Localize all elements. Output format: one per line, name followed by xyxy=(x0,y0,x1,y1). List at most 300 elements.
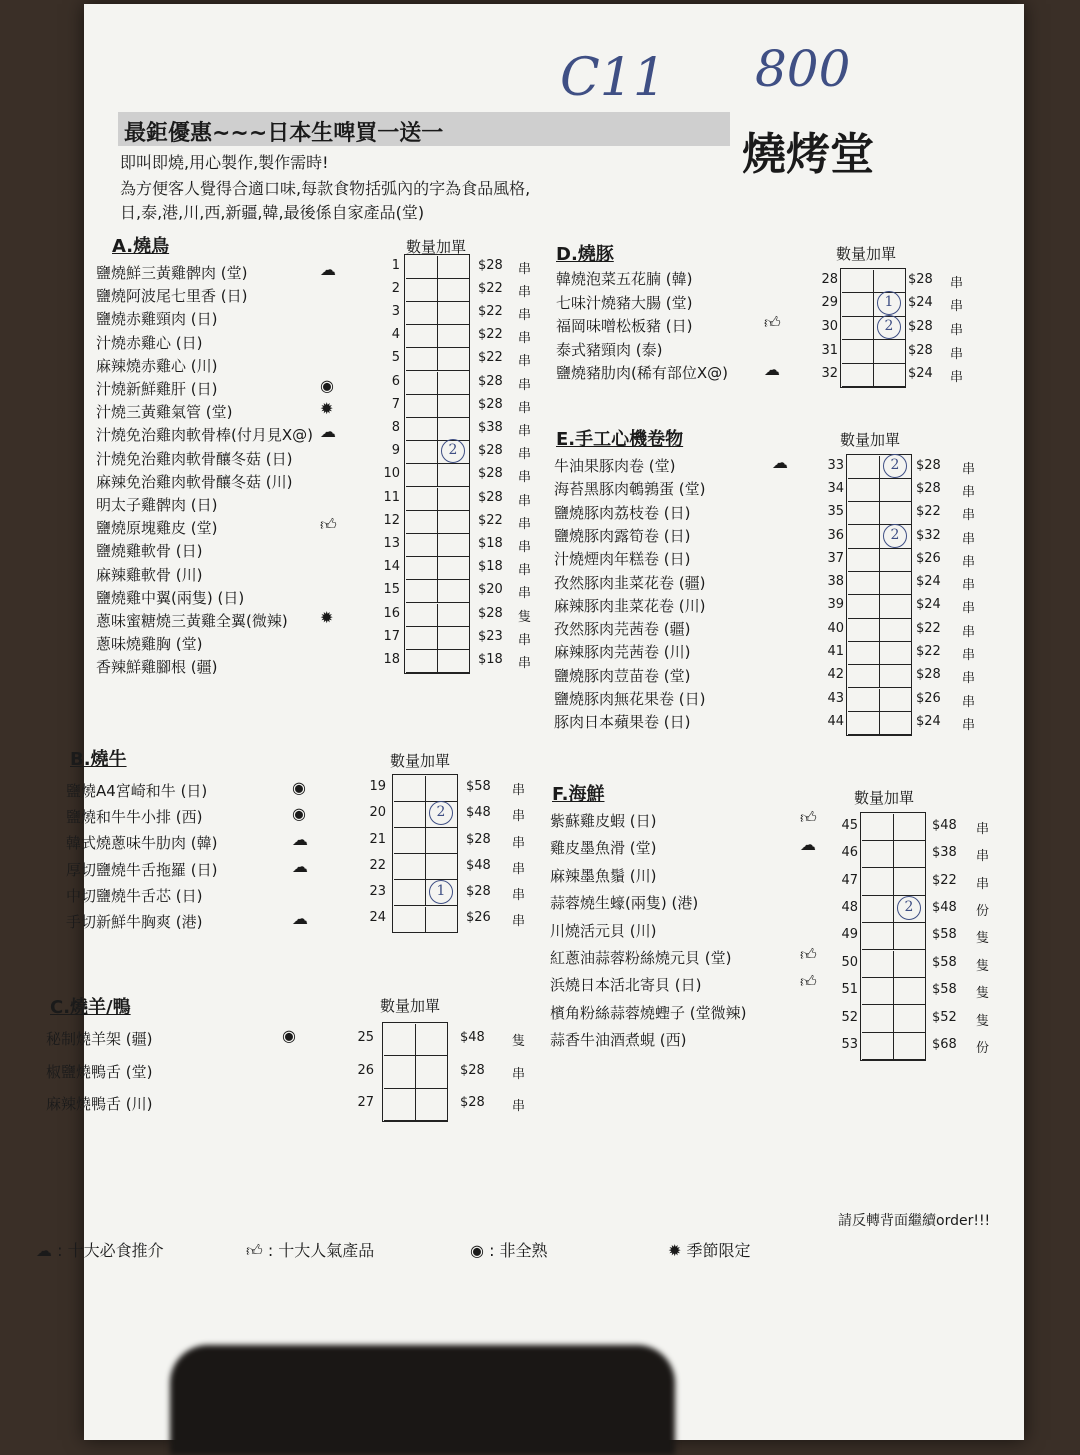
menu-item-name: 川燒活元貝 (川) xyxy=(550,921,657,940)
legend-chef-label: : 十大必食推介 xyxy=(57,1241,164,1260)
item-price: $18 xyxy=(478,652,503,667)
qty-cell[interactable] xyxy=(426,854,458,880)
menu-item-name: 浜燒日本活北寄貝 (日) xyxy=(550,976,702,995)
item-unit: 隻 xyxy=(512,1034,526,1050)
item-price: $24 xyxy=(916,574,941,590)
steak-icon: ◉ xyxy=(292,804,306,824)
qty-cell[interactable] xyxy=(842,340,874,364)
chef-hat-icon: ☁ xyxy=(292,830,308,850)
menu-item-name: 鹽燒原塊雞皮 (堂) xyxy=(96,519,218,538)
qty-mark: 1 xyxy=(429,880,453,904)
qty-cell[interactable] xyxy=(406,302,438,325)
qty-cell[interactable] xyxy=(406,557,438,580)
item-unit: 隻 xyxy=(976,958,990,974)
item-price: $58 xyxy=(932,982,957,998)
item-number: 36 xyxy=(827,527,844,543)
menu-item-name: 椒鹽燒鴨舌 (堂) xyxy=(46,1062,153,1081)
qty-header-F: 數量加單 xyxy=(854,789,915,807)
item-price: $23 xyxy=(478,628,503,644)
menu-item-name: 明太子雞髀肉 (日) xyxy=(96,496,218,514)
item-number: 17 xyxy=(383,628,400,644)
qty-cell[interactable] xyxy=(406,279,438,302)
item-unit: 隻 xyxy=(518,609,532,625)
qty-mark: 2 xyxy=(429,801,453,825)
qty-cell[interactable] xyxy=(880,479,912,502)
menu-item-name: 韓式燒蔥味牛肋肉 (韓) xyxy=(66,834,218,853)
item-price: $28 xyxy=(466,883,491,899)
item-number: 47 xyxy=(841,872,858,888)
qty-cell[interactable] xyxy=(406,604,438,627)
item-unit: 串 xyxy=(518,493,532,509)
item-price: $28 xyxy=(478,373,503,389)
thumbs-up-icon: 👍︎ xyxy=(246,1241,263,1260)
item-price: $28 xyxy=(916,457,941,473)
item-price: $48 xyxy=(932,899,957,915)
item-price: $18 xyxy=(478,559,503,575)
steak-icon: ◉ xyxy=(320,376,334,395)
thumbs-up-icon: 👍︎ xyxy=(800,972,817,992)
qty-cell[interactable] xyxy=(880,572,912,595)
item-price: $58 xyxy=(932,954,957,970)
qty-cell[interactable] xyxy=(894,978,926,1005)
item-unit: 串 xyxy=(976,821,990,837)
item-price: $28 xyxy=(908,342,933,358)
item-number: 6 xyxy=(391,373,400,389)
qty-cell[interactable] xyxy=(426,907,458,933)
qty-cell[interactable] xyxy=(862,868,894,895)
qty-header-E: 數量加單 xyxy=(840,431,901,449)
item-price: $22 xyxy=(478,304,503,319)
item-number: 45 xyxy=(841,817,858,833)
qty-cell[interactable] xyxy=(406,372,438,395)
legend-thumb-label: : 十大人氣產品 xyxy=(267,1241,375,1260)
chef-hat-icon: ☁ xyxy=(292,856,308,876)
qty-cell[interactable] xyxy=(848,665,880,688)
thumbs-up-icon: 👍︎ xyxy=(764,313,781,333)
item-number: 38 xyxy=(827,574,844,590)
qty-cell[interactable] xyxy=(848,572,880,595)
item-price: $52 xyxy=(932,1009,957,1025)
qty-cell[interactable] xyxy=(394,776,426,802)
item-unit: 串 xyxy=(518,540,532,555)
item-price: $18 xyxy=(478,536,503,551)
item-number: 39 xyxy=(827,597,844,613)
qty-cell[interactable] xyxy=(406,650,438,673)
qty-cell[interactable] xyxy=(438,580,470,603)
item-unit: 串 xyxy=(518,284,532,300)
item-number: 29 xyxy=(821,295,838,311)
menu-item-name: 厚切鹽燒牛舌拖羅 (日) xyxy=(66,860,218,879)
qty-cell[interactable] xyxy=(394,828,426,854)
qty-cell[interactable] xyxy=(438,372,470,395)
qty-cell[interactable] xyxy=(406,464,438,487)
qty-cell[interactable] xyxy=(438,256,470,279)
qty-cell[interactable] xyxy=(438,627,470,650)
qty-cell[interactable] xyxy=(438,534,470,557)
handwritten-total: 800 xyxy=(755,40,851,98)
item-number: 14 xyxy=(383,559,400,575)
qty-cell[interactable] xyxy=(438,604,470,627)
qty-cell[interactable] xyxy=(394,854,426,880)
qty-cell[interactable] xyxy=(848,549,880,572)
item-number: 40 xyxy=(827,620,844,636)
item-price: $28 xyxy=(478,489,503,505)
item-number: 8 xyxy=(391,420,400,435)
phone-shadow xyxy=(170,1345,675,1455)
item-unit: 串 xyxy=(962,648,976,664)
menu-item-name: 蒜香牛油酒煮蜆 (西) xyxy=(550,1031,687,1050)
qty-cell[interactable] xyxy=(416,1024,448,1057)
item-number: 43 xyxy=(827,690,844,706)
item-price: $28 xyxy=(466,831,491,847)
menu-item-name: 雞皮墨魚滑 (堂) xyxy=(550,839,657,858)
qty-cell[interactable] xyxy=(438,511,470,534)
item-number: 24 xyxy=(369,910,386,926)
tagline-2: 為方便客人覺得合適口味,每款食物括弧內的字為食品風格, xyxy=(120,179,531,198)
item-price: $28 xyxy=(478,257,503,273)
qty-cell[interactable] xyxy=(880,502,912,525)
qty-header-A: 數量加單 xyxy=(406,238,467,256)
qty-cell[interactable] xyxy=(862,923,894,950)
qty-cell[interactable] xyxy=(394,802,426,828)
item-price: $26 xyxy=(916,690,941,706)
item-number: 20 xyxy=(369,805,386,821)
item-unit: 串 xyxy=(518,563,532,579)
qty-cell[interactable] xyxy=(416,1056,448,1089)
qty-cell[interactable] xyxy=(406,488,438,511)
section-title-E: E.手工心機卷物 xyxy=(556,429,684,450)
qty-cell[interactable] xyxy=(880,642,912,665)
section-title-D: D.燒豚 xyxy=(556,244,614,265)
qty-cell[interactable] xyxy=(862,978,894,1005)
qty-cell[interactable] xyxy=(438,464,470,487)
qty-cell[interactable] xyxy=(394,907,426,933)
item-unit: 串 xyxy=(518,632,532,648)
menu-item-name: 中切鹽燒牛舌芯 (日) xyxy=(66,886,203,905)
qty-cell[interactable] xyxy=(848,619,880,642)
qty-cell[interactable] xyxy=(842,270,874,294)
qty-cell[interactable] xyxy=(874,364,906,388)
item-unit: 串 xyxy=(962,508,976,524)
item-price: $38 xyxy=(932,845,957,861)
menu-item-name: 鹽燒豬肋肉(稀有部位X@) xyxy=(556,364,728,383)
item-unit: 串 xyxy=(962,484,976,500)
item-unit: 串 xyxy=(962,554,976,570)
item-unit: 串 xyxy=(518,516,532,532)
item-unit: 串 xyxy=(962,601,976,617)
legend-thumb xyxy=(246,1238,374,1261)
seasonal-icon: ✹ xyxy=(320,399,334,419)
item-unit: 串 xyxy=(518,447,532,463)
item-price: $48 xyxy=(460,1030,485,1046)
qty-cell[interactable] xyxy=(416,1089,448,1122)
item-unit: 串 xyxy=(518,400,532,416)
qty-cell[interactable] xyxy=(438,348,470,371)
qty-cell[interactable] xyxy=(880,619,912,642)
qty-cell[interactable] xyxy=(880,665,912,688)
chef-hat-icon: ☁ xyxy=(800,835,816,855)
item-price: $32 xyxy=(916,527,941,543)
menu-item-name: 汁燒免治雞肉軟骨棒(付月見X@) xyxy=(96,426,313,445)
chef-hat-icon: ☁ xyxy=(292,909,308,928)
menu-item-name: 鹽燒阿波尾七里香 (日) xyxy=(96,287,248,306)
qty-mark: 2 xyxy=(897,896,921,920)
qty-cell[interactable] xyxy=(438,488,470,511)
menu-item-name: 福岡味噌松板豬 (日) xyxy=(556,317,693,336)
item-unit: 串 xyxy=(518,331,532,347)
item-price: $22 xyxy=(916,644,941,660)
qty-cell[interactable] xyxy=(894,951,926,978)
item-number: 3 xyxy=(391,304,400,319)
qty-cell[interactable] xyxy=(438,279,470,302)
qty-cell[interactable] xyxy=(384,1089,416,1122)
menu-item-name: 汁燒煙肉年糕卷 (日) xyxy=(554,550,691,569)
footer-note: 請反轉背面繼續order!!! xyxy=(838,1213,991,1229)
item-number: 51 xyxy=(841,982,858,998)
menu-item-name: 泰式豬頸肉 (泰) xyxy=(556,340,663,359)
qty-cell[interactable] xyxy=(426,828,458,854)
tagline-3: 日,泰,港,川,西,新疆,韓,最後係自家產品(堂) xyxy=(120,203,425,222)
menu-item-name: 麻辣免治雞肉軟骨釀冬菇 (川) xyxy=(96,472,293,491)
legend-seasonal xyxy=(668,1238,751,1261)
qty-cell[interactable] xyxy=(894,868,926,895)
qty-cell[interactable] xyxy=(438,325,470,348)
qty-header-C: 數量加單 xyxy=(380,997,441,1015)
item-unit: 串 xyxy=(512,1099,526,1115)
item-number: 16 xyxy=(383,605,400,621)
qty-cell[interactable] xyxy=(438,557,470,580)
item-price: $28 xyxy=(478,443,503,459)
qty-mark: 2 xyxy=(883,454,907,478)
qty-cell[interactable] xyxy=(426,776,458,802)
promo-text: 最鉅優惠~~~日本生啤買一送一 xyxy=(124,121,444,146)
qty-mark: 2 xyxy=(883,524,907,548)
item-price: $28 xyxy=(460,1062,485,1078)
qty-cell[interactable] xyxy=(438,395,470,418)
qty-cell[interactable] xyxy=(862,841,894,868)
qty-cell[interactable] xyxy=(842,364,874,388)
qty-cell[interactable] xyxy=(848,712,880,735)
qty-cell[interactable] xyxy=(438,302,470,325)
menu-item-name: 鹽燒雞中翼(兩隻) (日) xyxy=(96,588,245,607)
item-number: 52 xyxy=(841,1009,858,1025)
menu-item-name: 汁燒三黃雞氣管 (堂) xyxy=(96,403,233,422)
qty-cell[interactable] xyxy=(406,511,438,534)
item-unit: 串 xyxy=(962,694,976,710)
qty-cell[interactable] xyxy=(880,549,912,572)
item-price: $48 xyxy=(466,857,491,873)
menu-item-name: 孜然豚肉芫茜卷 (疆) xyxy=(554,620,691,639)
item-price: $22 xyxy=(478,512,503,528)
qty-cell[interactable] xyxy=(894,1033,926,1060)
item-unit: 串 xyxy=(976,849,990,865)
qty-cell[interactable] xyxy=(406,441,438,464)
menu-item-name: 麻辣雞軟骨 (川) xyxy=(96,565,203,584)
menu-item-name: 鹽燒豚肉無花果卷 (日) xyxy=(554,690,706,708)
qty-cell[interactable] xyxy=(862,951,894,978)
menu-item-name: 紫蘇雞皮蝦 (日) xyxy=(550,812,657,830)
item-unit: 串 xyxy=(512,809,526,825)
menu-item-name: 汁燒新鮮雞肝 (日) xyxy=(96,380,218,398)
item-number: 32 xyxy=(821,366,838,382)
item-unit: 串 xyxy=(518,354,532,370)
item-number: 21 xyxy=(369,831,386,847)
item-price: $26 xyxy=(916,550,941,566)
item-number: 7 xyxy=(391,396,400,412)
item-unit: 串 xyxy=(518,656,532,671)
qty-cell[interactable] xyxy=(848,479,880,502)
legend-steak xyxy=(470,1238,548,1261)
thumbs-up-icon: 👍︎ xyxy=(320,515,337,535)
item-price: $28 xyxy=(908,319,933,334)
qty-cell[interactable] xyxy=(848,502,880,525)
item-number: 13 xyxy=(383,536,400,551)
qty-cell[interactable] xyxy=(894,814,926,841)
qty-cell[interactable] xyxy=(848,525,880,548)
qty-header-B: 數量加單 xyxy=(390,752,451,770)
menu-item-name: 鹽燒赤雞頸肉 (日) xyxy=(96,310,218,329)
qty-cell[interactable] xyxy=(862,1005,894,1032)
thumbs-up-icon: 👍︎ xyxy=(800,808,817,827)
item-number: 22 xyxy=(369,857,386,873)
menu-item-name: 麻辣燒鴨舌 (川) xyxy=(46,1095,153,1113)
item-price: $28 xyxy=(916,480,941,496)
qty-cell[interactable] xyxy=(406,627,438,650)
menu-item-name: 香辣鮮雞腳根 (疆) xyxy=(96,658,218,677)
menu-item-name: 紅蔥油蒜蓉粉絲燒元貝 (堂) xyxy=(550,949,732,967)
qty-cell[interactable] xyxy=(862,814,894,841)
item-number: 10 xyxy=(383,466,400,482)
legend-chef xyxy=(36,1238,164,1261)
item-unit: 串 xyxy=(512,835,526,851)
item-number: 18 xyxy=(383,652,400,667)
qty-cell[interactable] xyxy=(406,418,438,441)
chef-hat-icon: ☁ xyxy=(320,422,336,442)
item-number: 48 xyxy=(841,899,858,915)
qty-cell[interactable] xyxy=(406,395,438,418)
chef-hat-icon: ☁ xyxy=(764,360,780,380)
item-unit: 串 xyxy=(950,323,964,338)
item-unit: 串 xyxy=(518,470,532,486)
menu-item-name: 檳角粉絲蒜蓉燒蟶子 (堂微辣) xyxy=(550,1003,747,1022)
qty-cell[interactable] xyxy=(406,580,438,603)
qty-mark: 1 xyxy=(877,291,901,315)
item-number: 49 xyxy=(841,927,858,943)
item-price: $28 xyxy=(478,396,503,412)
menu-item-name: 鹽燒豚肉露筍卷 (日) xyxy=(554,526,691,545)
qty-cell[interactable] xyxy=(848,595,880,618)
steak-icon: ◉ xyxy=(292,778,306,797)
item-number: 25 xyxy=(357,1030,374,1046)
item-unit: 串 xyxy=(962,624,976,640)
item-number: 15 xyxy=(383,582,400,598)
menu-item-name: 鹽燒A4宮崎和牛 (日) xyxy=(66,782,208,800)
menu-item-name: 鹽燒雞軟骨 (日) xyxy=(96,542,203,561)
qty-cell[interactable] xyxy=(874,340,906,364)
menu-item-name: 手切新鮮牛胸爽 (港) xyxy=(66,913,203,931)
item-number: 12 xyxy=(383,512,400,528)
menu-item-name: 鹽燒和牛牛小排 (西) xyxy=(66,808,203,827)
qty-cell[interactable] xyxy=(438,418,470,441)
item-unit: 串 xyxy=(976,876,990,892)
qty-cell[interactable] xyxy=(384,1056,416,1089)
qty-cell[interactable] xyxy=(406,325,438,348)
item-price: $28 xyxy=(460,1095,485,1111)
item-price: $24 xyxy=(916,713,941,729)
section-title-F: F.海鮮 xyxy=(552,784,605,805)
steak-icon: ◉ xyxy=(282,1026,296,1045)
item-price: $28 xyxy=(478,466,503,482)
item-price: $48 xyxy=(466,805,491,821)
chef-hat-icon: ☁ xyxy=(772,453,788,472)
qty-cell[interactable] xyxy=(406,534,438,557)
qty-cell[interactable] xyxy=(842,293,874,317)
item-number: 27 xyxy=(357,1095,374,1111)
qty-cell[interactable] xyxy=(384,1024,416,1057)
qty-cell[interactable] xyxy=(848,456,880,479)
item-number: 37 xyxy=(827,550,844,566)
qty-cell[interactable] xyxy=(406,256,438,279)
menu-item-name: 蒜蓉燒生蠔(兩隻) (港) xyxy=(550,894,699,913)
qty-cell[interactable] xyxy=(862,896,894,923)
menu-item-name: 鹽燒豚肉荳苗卷 (堂) xyxy=(554,666,691,685)
section-title-A: A.燒鳥 xyxy=(112,236,170,257)
item-price: $38 xyxy=(478,420,503,435)
item-number: 50 xyxy=(841,954,858,970)
seasonal-icon: ✹ xyxy=(320,608,334,627)
menu-item-name: 蔥味蜜糖燒三黃雞全翼(微辣) xyxy=(96,612,288,630)
qty-cell[interactable] xyxy=(394,880,426,906)
chef-hat-icon: ☁ xyxy=(36,1241,52,1260)
qty-cell[interactable] xyxy=(880,689,912,712)
menu-item-name: 豚肉日本蘋果卷 (日) xyxy=(554,713,691,732)
qty-cell[interactable] xyxy=(848,689,880,712)
qty-cell[interactable] xyxy=(874,270,906,294)
qty-cell[interactable] xyxy=(842,317,874,341)
qty-cell[interactable] xyxy=(880,712,912,735)
qty-cell[interactable] xyxy=(894,841,926,868)
item-number: 23 xyxy=(369,883,386,899)
brand-logo: 燒烤堂 xyxy=(742,129,874,180)
qty-cell[interactable] xyxy=(880,595,912,618)
item-unit: 隻 xyxy=(976,1013,990,1029)
item-number: 2 xyxy=(391,280,400,296)
menu-item-name: 韓燒泡菜五花腩 (韓) xyxy=(556,270,693,288)
item-number: 35 xyxy=(827,504,844,520)
menu-item-name: 蔥味燒雞胸 (堂) xyxy=(96,635,203,654)
qty-cell[interactable] xyxy=(848,642,880,665)
menu-item-name: 汁燒赤雞心 (日) xyxy=(96,333,203,352)
item-number: 41 xyxy=(827,644,844,660)
handwritten-table-number: C11 xyxy=(560,48,666,108)
item-number: 44 xyxy=(827,713,844,729)
qty-cell[interactable] xyxy=(406,348,438,371)
item-unit: 串 xyxy=(950,346,964,362)
thumbs-up-icon: 👍︎ xyxy=(800,945,817,964)
item-unit: 串 xyxy=(518,586,532,602)
qty-cell[interactable] xyxy=(894,1005,926,1032)
menu-item-name: 麻辣燒赤雞心 (川) xyxy=(96,356,218,375)
item-unit: 串 xyxy=(512,887,526,903)
qty-cell[interactable] xyxy=(438,650,470,673)
item-unit: 串 xyxy=(512,783,526,799)
item-price: $22 xyxy=(478,280,503,296)
qty-cell[interactable] xyxy=(862,1033,894,1060)
item-number: 53 xyxy=(841,1036,858,1052)
steak-icon: ◉ xyxy=(470,1241,484,1260)
qty-cell[interactable] xyxy=(894,923,926,950)
seasonal-icon: ✹ xyxy=(668,1241,682,1260)
